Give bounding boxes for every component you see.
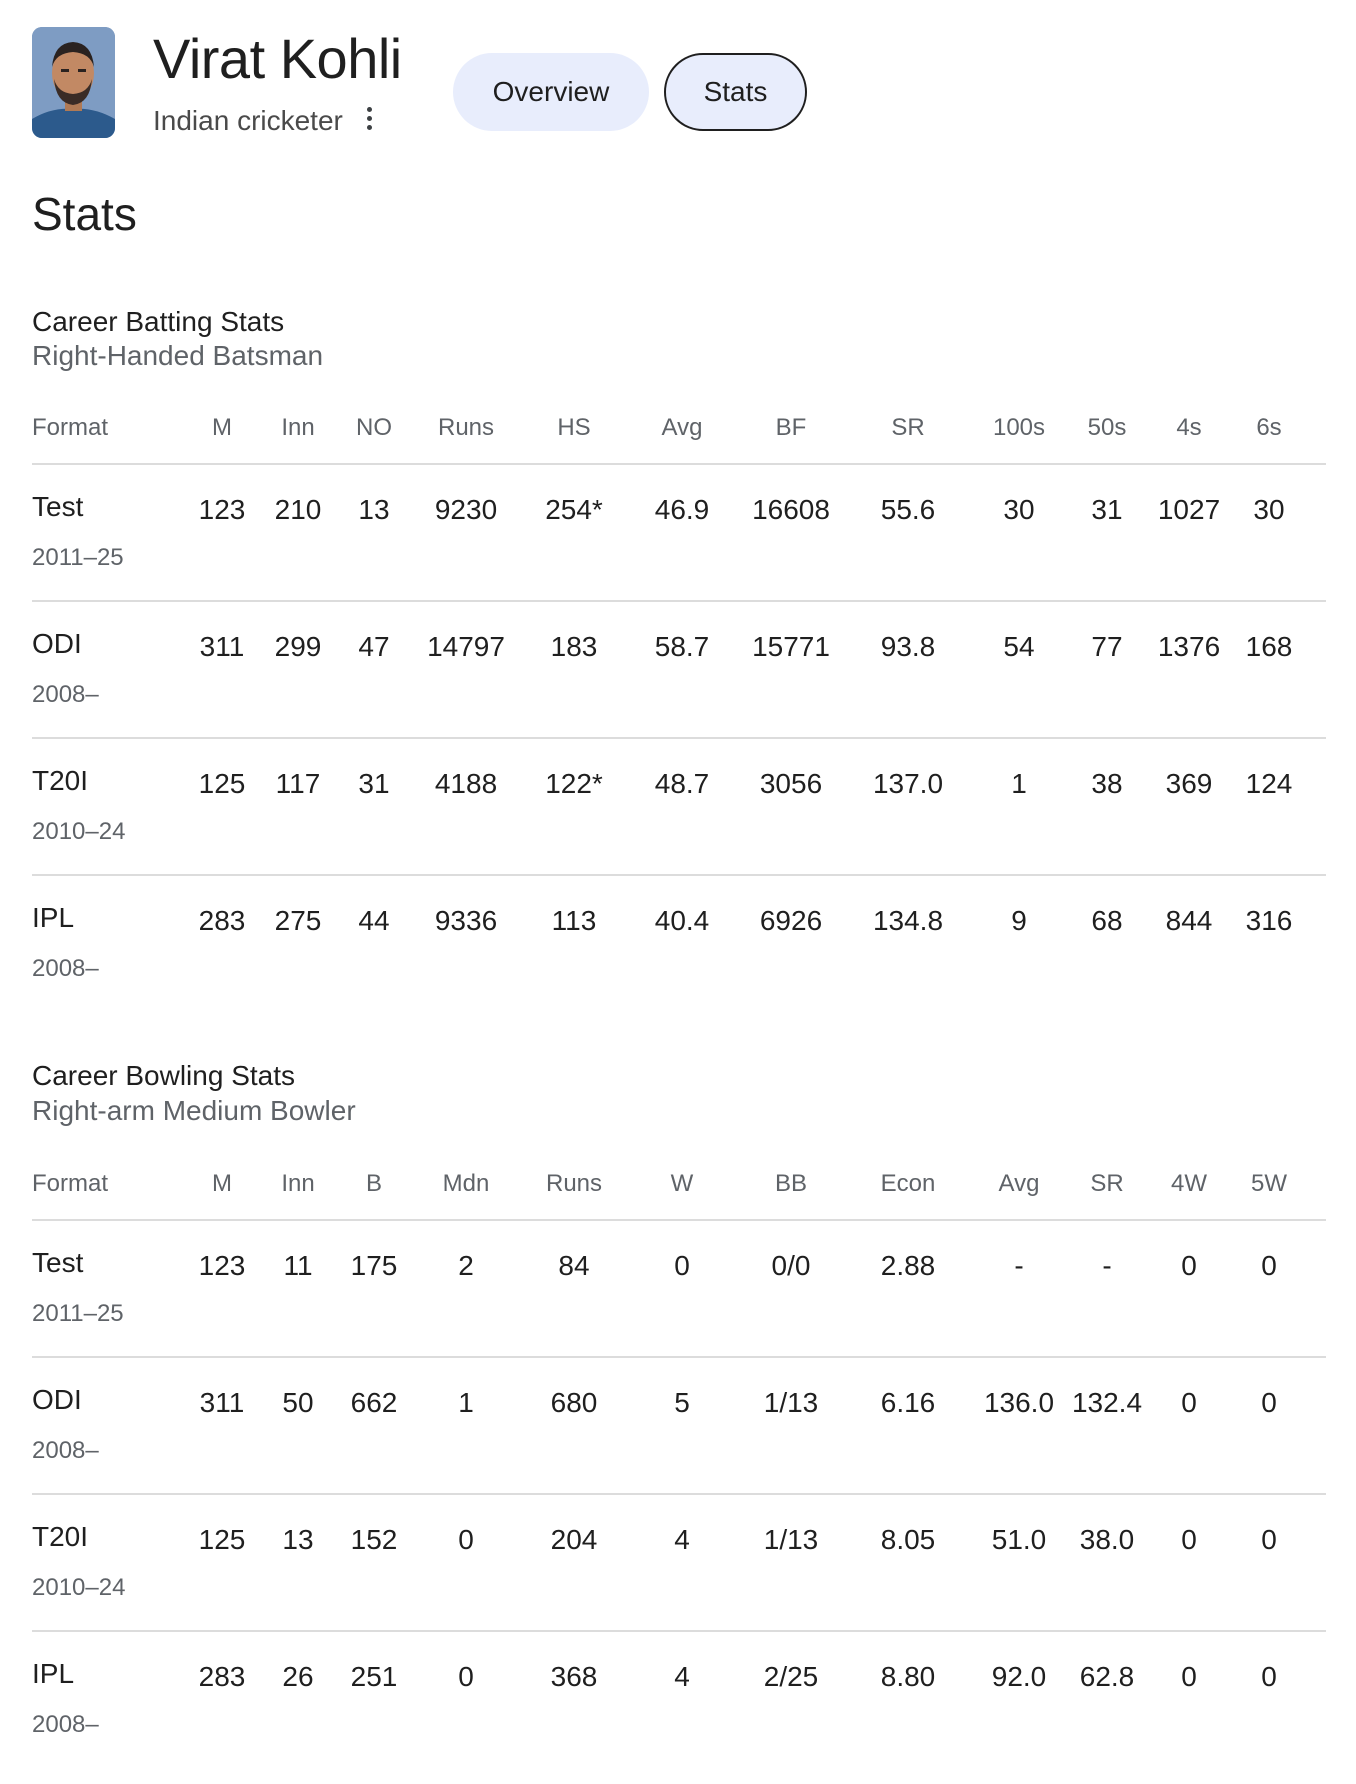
profile-header xyxy=(32,27,1332,142)
column-header: HS xyxy=(557,414,591,441)
table-cell: 38 xyxy=(1091,768,1123,799)
table-cell: 204 xyxy=(550,1524,598,1555)
column-header: 100s xyxy=(992,414,1046,441)
table-cell: 299 xyxy=(274,631,322,662)
table-cell: 254* xyxy=(545,494,603,525)
table-cell: 40.4 xyxy=(654,905,710,936)
table-cell: 68 xyxy=(1091,905,1123,936)
column-header-format: Format xyxy=(32,414,109,441)
tab-overview[interactable]: Overview xyxy=(453,53,649,131)
table-cell: 0 xyxy=(458,1661,474,1692)
table-cell: 2 xyxy=(458,1250,474,1281)
table-cell: 117 xyxy=(275,768,321,799)
table-cell: 58.7 xyxy=(654,631,710,662)
column-header: 5W xyxy=(1251,1170,1287,1197)
table-cell: - xyxy=(1014,1250,1024,1281)
table-cell: 122* xyxy=(545,768,603,799)
table-cell: 368 xyxy=(550,1661,598,1692)
table-cell: 0 xyxy=(458,1524,474,1555)
table-cell: 124 xyxy=(1245,768,1293,799)
table-cell: 93.8 xyxy=(880,631,936,662)
avatar-image xyxy=(32,27,115,138)
column-header: 50s xyxy=(1087,414,1127,441)
table-cell: 132.4 xyxy=(1071,1387,1143,1418)
table-cell: 8.80 xyxy=(880,1661,936,1692)
table-cell: 9336 xyxy=(434,905,498,936)
table-cell: 4 xyxy=(674,1661,690,1692)
format-years: 2010–24 xyxy=(32,1574,126,1601)
table-cell: 1/13 xyxy=(763,1524,819,1555)
table-cell: 30 xyxy=(1003,494,1035,525)
column-header: Avg xyxy=(661,414,703,441)
table-cell: 50 xyxy=(282,1387,314,1418)
table-cell: 13 xyxy=(358,494,390,525)
table-cell: 0 xyxy=(1181,1661,1197,1692)
table-cell: 283 xyxy=(198,1661,246,1692)
format-years: 2008– xyxy=(32,955,99,982)
table-cell: 0 xyxy=(1181,1250,1197,1281)
table-cell: 1027 xyxy=(1157,494,1221,525)
column-header: Runs xyxy=(437,414,495,441)
table-cell: 16608 xyxy=(752,494,830,525)
table-cell: 8.05 xyxy=(880,1524,936,1555)
table-cell: 134.8 xyxy=(872,905,944,936)
table-cell: 123 xyxy=(198,1250,246,1281)
page-title: Stats xyxy=(32,188,137,240)
table-cell: 38.0 xyxy=(1079,1524,1135,1555)
column-header: BF xyxy=(775,414,807,441)
format-label: ODI xyxy=(32,1384,82,1415)
format-years: 2008– xyxy=(32,1711,99,1738)
format-label: T20I xyxy=(32,1521,89,1552)
table-cell: 0 xyxy=(1181,1524,1197,1555)
table-cell: 62.8 xyxy=(1079,1661,1135,1692)
table-cell: 183 xyxy=(550,631,598,662)
column-header: 6s xyxy=(1256,414,1282,441)
bowling-section-title: Career Bowling Stats xyxy=(32,1060,296,1091)
table-cell: 26 xyxy=(282,1661,314,1692)
column-header-format: Format xyxy=(32,1170,109,1197)
table-cell: 125 xyxy=(198,768,246,799)
table-cell: 0 xyxy=(1181,1387,1197,1418)
table-cell: 369 xyxy=(1165,768,1213,799)
column-header: 4s xyxy=(1176,414,1202,441)
column-header: M xyxy=(212,414,232,441)
table-cell: 251 xyxy=(350,1661,398,1692)
format-label: Test xyxy=(32,491,84,522)
table-cell: 84 xyxy=(558,1250,590,1281)
table-cell: 3056 xyxy=(759,768,823,799)
more-options-icon[interactable] xyxy=(362,107,376,135)
row-divider xyxy=(32,1493,1326,1495)
table-cell: 210 xyxy=(274,494,322,525)
table-cell: 47 xyxy=(358,631,390,662)
player-name: Virat Kohli xyxy=(153,27,402,90)
column-header: Inn xyxy=(281,1170,315,1197)
table-cell: 113 xyxy=(551,905,597,936)
table-cell: 2/25 xyxy=(763,1661,819,1692)
format-label: T20I xyxy=(32,765,89,796)
table-cell: 1 xyxy=(458,1387,474,1418)
table-cell: 168 xyxy=(1245,631,1293,662)
table-cell: 77 xyxy=(1091,631,1123,662)
table-cell: 0 xyxy=(1261,1524,1277,1555)
table-cell: 6.16 xyxy=(880,1387,936,1418)
row-divider xyxy=(32,737,1326,739)
format-label: ODI xyxy=(32,628,82,659)
row-divider xyxy=(32,600,1326,602)
tab-stats[interactable]: Stats xyxy=(664,53,807,131)
table-cell: 46.9 xyxy=(654,494,710,525)
table-cell: 0/0 xyxy=(771,1250,811,1281)
column-header: SR xyxy=(891,414,925,441)
table-cell: 175 xyxy=(350,1250,398,1281)
table-cell: 1 xyxy=(1011,768,1027,799)
table-cell: 311 xyxy=(199,1387,245,1418)
batting-section-subtitle: Right-Handed Batsman xyxy=(32,340,324,371)
format-years: 2008– xyxy=(32,1437,99,1464)
table-cell: 275 xyxy=(274,905,322,936)
table-cell: 125 xyxy=(198,1524,246,1555)
table-cell: 283 xyxy=(198,905,246,936)
column-header: SR xyxy=(1090,1170,1124,1197)
table-cell: 6926 xyxy=(759,905,823,936)
format-years: 2010–24 xyxy=(32,818,126,845)
table-cell: 31 xyxy=(1091,494,1123,525)
column-header: NO xyxy=(356,414,392,441)
table-cell: 316 xyxy=(1245,905,1293,936)
format-years: 2011–25 xyxy=(32,544,124,571)
column-header: B xyxy=(365,1170,383,1197)
column-header: BB xyxy=(774,1170,808,1197)
table-cell: 30 xyxy=(1253,494,1285,525)
table-cell: 152 xyxy=(350,1524,398,1555)
table-cell: 0 xyxy=(1261,1387,1277,1418)
row-divider xyxy=(32,463,1326,465)
format-years: 2011–25 xyxy=(32,1300,124,1327)
column-header: Mdn xyxy=(442,1170,490,1197)
batting-section-title: Career Batting Stats xyxy=(32,306,285,337)
table-cell: 311 xyxy=(199,631,245,662)
column-header: Inn xyxy=(281,414,315,441)
column-header: M xyxy=(212,1170,232,1197)
table-cell: 2.88 xyxy=(880,1250,936,1281)
table-cell: 844 xyxy=(1165,905,1213,936)
table-cell: 4 xyxy=(674,1524,690,1555)
row-divider xyxy=(32,1356,1326,1358)
format-label: IPL xyxy=(32,902,75,933)
table-cell: 55.6 xyxy=(880,494,936,525)
format-label: Test xyxy=(32,1247,84,1278)
row-divider xyxy=(32,1219,1326,1221)
bowling-section-subtitle: Right-arm Medium Bowler xyxy=(32,1095,356,1126)
table-cell: 680 xyxy=(550,1387,598,1418)
table-cell: 137.0 xyxy=(872,768,944,799)
table-cell: 662 xyxy=(350,1387,398,1418)
table-cell: - xyxy=(1102,1250,1112,1281)
table-cell: 13 xyxy=(282,1524,314,1555)
table-cell: 44 xyxy=(358,905,390,936)
row-divider xyxy=(32,1630,1326,1632)
table-cell: 5 xyxy=(674,1387,690,1418)
player-description: Indian cricketer xyxy=(153,105,343,136)
column-header: Econ xyxy=(880,1170,936,1197)
table-cell: 0 xyxy=(1261,1250,1277,1281)
table-cell: 14797 xyxy=(427,631,505,662)
table-cell: 1/13 xyxy=(763,1387,819,1418)
table-cell: 4188 xyxy=(434,768,498,799)
table-cell: 48.7 xyxy=(654,768,710,799)
table-cell: 9 xyxy=(1011,905,1027,936)
table-cell: 11 xyxy=(283,1250,313,1281)
row-divider xyxy=(32,874,1326,876)
table-cell: 15771 xyxy=(752,631,830,662)
column-header: 4W xyxy=(1171,1170,1207,1197)
column-header: Runs xyxy=(545,1170,603,1197)
table-cell: 54 xyxy=(1003,631,1035,662)
table-cell: 31 xyxy=(358,768,390,799)
avatar[interactable] xyxy=(32,27,115,138)
table-cell: 136.0 xyxy=(983,1387,1055,1418)
table-cell: 51.0 xyxy=(991,1524,1047,1555)
table-cell: 0 xyxy=(1261,1661,1277,1692)
table-cell: 92.0 xyxy=(991,1661,1047,1692)
column-header: W xyxy=(670,1170,694,1197)
format-label: IPL xyxy=(32,1658,75,1689)
table-cell: 1376 xyxy=(1157,631,1221,662)
table-cell: 0 xyxy=(674,1250,690,1281)
format-years: 2008– xyxy=(32,681,99,708)
table-cell: 9230 xyxy=(434,494,498,525)
column-header: Avg xyxy=(998,1170,1040,1197)
table-cell: 123 xyxy=(198,494,246,525)
